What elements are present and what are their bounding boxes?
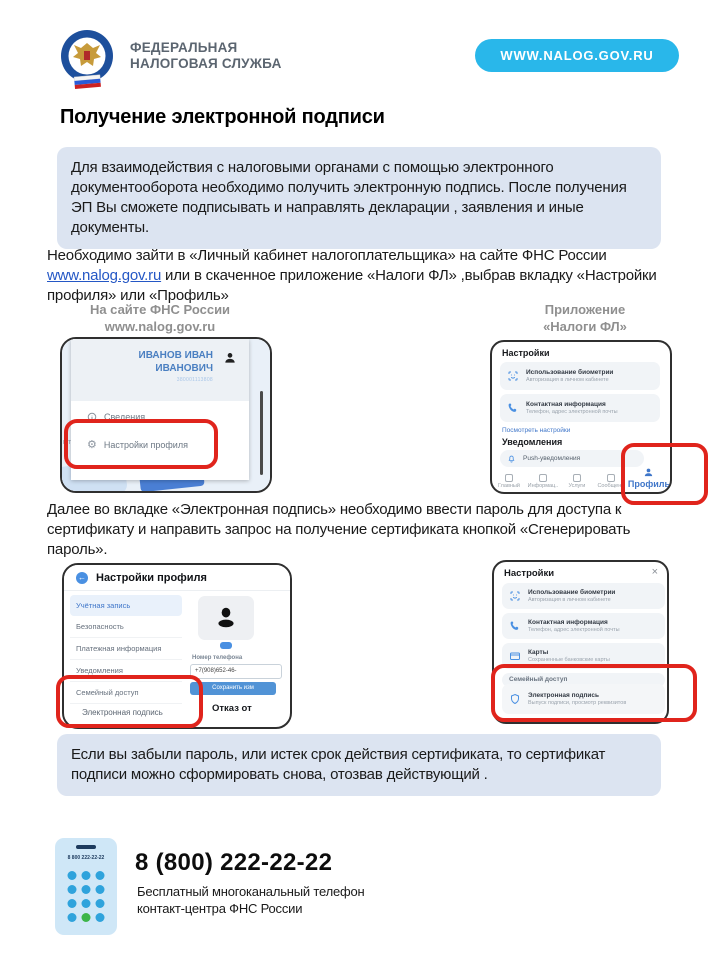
- setting-item-contacts[interactable]: [500, 394, 660, 422]
- tab-profile-label: Профиль: [627, 479, 670, 489]
- phone-speaker: [76, 845, 96, 849]
- setting2-item-esignature-subtitle: Выпуск подписи, просмотр реквизитов: [528, 699, 627, 706]
- page-title: Получение электронной подписи: [60, 106, 385, 128]
- close-icon[interactable]: ×: [651, 566, 658, 578]
- menu-item-profile-settings-label: Настройки профиля: [103, 440, 188, 450]
- org-name-line1: ФЕДЕРАЛЬНАЯ: [130, 40, 238, 55]
- setting-item-contacts-subtitle: Телефон, адрес электронной почты: [526, 408, 618, 415]
- setting2-item-contacts-title: Контактная информация: [528, 618, 608, 626]
- green-call-dot: [82, 913, 91, 922]
- note-info-box: Если вы забыли пароль, или истек срок действия сертификата, то сертификат подписи можно сформировать снова, отозвав действующий .: [57, 734, 661, 796]
- org-name-line2: НАЛОГОВАЯ СЛУЖБА: [130, 56, 282, 71]
- fns-emblem-icon: [55, 27, 119, 91]
- menu-item-svedeniya-label: Сведения: [104, 412, 146, 422]
- phone-number-label: Номер телефона: [192, 655, 243, 661]
- setting2-item-cards-title: Карты: [528, 648, 549, 656]
- hotline-description-line1: Бесплатный многоканальный телефон: [137, 884, 365, 899]
- tab-services-label: Услуги: [568, 483, 586, 489]
- setting2-item-family-title: Семейный доступ: [509, 676, 568, 684]
- setting2-item-biometry[interactable]: [502, 583, 665, 609]
- save-changes-button[interactable]: Сохранить изм: [190, 682, 276, 695]
- tab-info-label: Информац..: [527, 483, 559, 489]
- site-url-button[interactable]: WWW.NALOG.GOV.RU: [475, 39, 679, 72]
- scrollbar[interactable]: [260, 391, 263, 475]
- avatar: [198, 596, 254, 640]
- notifications-section-title: Уведомления: [502, 437, 563, 447]
- back-icon[interactable]: ←: [78, 572, 86, 582]
- screenshot-site-cabinet: [60, 337, 272, 493]
- hotline-description-line2: контакт-центра ФНС России: [137, 900, 303, 916]
- column-header-app-line1: Приложение: [544, 302, 626, 317]
- bank-card-icon: [509, 650, 521, 662]
- services-icon: [573, 474, 581, 482]
- background-text-fragment: ыт: [63, 439, 72, 446]
- app-settings-title: Настройки: [502, 348, 550, 358]
- highlight-profile-tab: [621, 443, 708, 505]
- info-tab-icon: [539, 474, 547, 482]
- highlight-esignature-app: [491, 664, 697, 722]
- profile-settings-header: [64, 565, 290, 591]
- tab-info[interactable]: [526, 474, 560, 489]
- phone-handset-icon: [507, 402, 519, 414]
- bell-icon: [507, 454, 516, 463]
- hotline-description: [137, 884, 365, 918]
- setting-item-contacts-title: Контактная информация: [526, 400, 606, 408]
- setting2-item-biometry-subtitle: Авторизация в личном кабинете: [528, 596, 611, 603]
- highlight-profile-settings: [64, 419, 218, 469]
- highlight-esignature-site: [56, 675, 203, 728]
- tab-messages-label: Сообщен..: [597, 483, 625, 489]
- camera-icon[interactable]: [220, 642, 232, 649]
- tab-main-label: Главный: [498, 483, 520, 489]
- step1-paragraph: [47, 246, 667, 305]
- phone-handset-icon: [509, 620, 521, 632]
- nalog-gov-ru-link[interactable]: www.nalog.gov.ru: [47, 266, 162, 284]
- refuse-label: Отказ от: [212, 703, 252, 714]
- biometry-face-icon: [509, 590, 521, 602]
- column-header-site-line1: На сайте ФНС России: [89, 302, 231, 317]
- biometry-face-icon: [507, 370, 519, 382]
- menu-item-notifications[interactable]: Уведомления: [70, 660, 182, 682]
- step1-text-after: или в скаченное приложение «Налоги ФЛ» ,выбрав вкладку «Настройки профиля» или «Профиль»: [47, 266, 657, 304]
- setting-item-push-label: Push-уведомления: [523, 454, 581, 462]
- user-fullname: ИВАНОВ ИВАН ИВАНОВИЧ: [138, 350, 213, 374]
- menu-item-security[interactable]: Безопасность: [70, 616, 182, 638]
- column-header-site: [65, 302, 255, 336]
- view-settings-link[interactable]: Посмотреть настройки: [502, 427, 571, 434]
- phone-icon-label: 8 800 222-22-22: [67, 855, 105, 861]
- setting2-item-contacts-subtitle: Телефон, адрес электронной почты: [528, 626, 620, 633]
- intro-info-box: Для взаимодействия с налоговыми органами с помощью электронного документооборота необходимо получить электронную подпись. После получения ЭП Вы сможете подписывать и направлять декларации , заявления и иные документы.: [57, 147, 661, 249]
- menu-item-payment-info[interactable]: Платежная информация: [70, 638, 182, 660]
- setting-item-biometry-subtitle: Авторизация в личном кабинете: [526, 376, 609, 383]
- keypad-dots: [68, 871, 105, 922]
- org-name: [130, 40, 282, 72]
- menu-item-account[interactable]: Учётная запись: [70, 595, 182, 616]
- menu-item-family-access[interactable]: Семейный доступ: [70, 682, 182, 704]
- column-header-app: [495, 302, 675, 336]
- step2-paragraph: Далее во вкладке «Электронная подпись» необходимо ввести пароль для доступа к сертификату и направить запрос на получение сертификата кнопкой «Сгенерировать пароль».: [47, 501, 631, 558]
- setting2-item-contacts[interactable]: [502, 613, 665, 639]
- phone-keypad-icon: [55, 838, 117, 935]
- profile-settings-title: Настройки профиля: [96, 571, 207, 584]
- column-header-app-line2: «Налоги ФЛ»: [543, 318, 627, 334]
- tab-services[interactable]: [560, 474, 594, 489]
- hotline-number: 8 (800) 222-22-22: [135, 849, 333, 876]
- gear-icon: ⚙: [87, 439, 97, 451]
- column-header-site-line2: www.nalog.gov.ru: [104, 318, 216, 334]
- user-icon: [223, 351, 237, 365]
- tab-main[interactable]: [492, 474, 526, 489]
- setting-item-biometry[interactable]: [500, 362, 660, 390]
- setting2-item-esignature-title: Электронная подпись: [528, 691, 600, 699]
- messages-icon: [607, 474, 615, 482]
- step1-text-before: Необходимо зайти в «Личный кабинет налогоплательщика» на сайте ФНС России: [47, 247, 607, 264]
- user-inn: 380001113808: [176, 377, 213, 383]
- setting2-item-biometry-title: Использование биометрии: [528, 588, 616, 596]
- home-icon: [505, 474, 513, 482]
- app-settings2-title: Настройки: [504, 568, 555, 579]
- setting-item-biometry-title: Использование биометрии: [526, 368, 614, 376]
- fns-emblem-logo: [55, 27, 119, 91]
- avatar-person-icon: [213, 605, 239, 631]
- phone-number-input[interactable]: +7(908)652-46-: [190, 664, 282, 679]
- setting2-item-cards-subtitle: Сохраненные банковские карты: [528, 656, 610, 663]
- profile-panel-header: [71, 339, 249, 401]
- menu-item-esignature[interactable]: Электронная подпись: [82, 708, 163, 717]
